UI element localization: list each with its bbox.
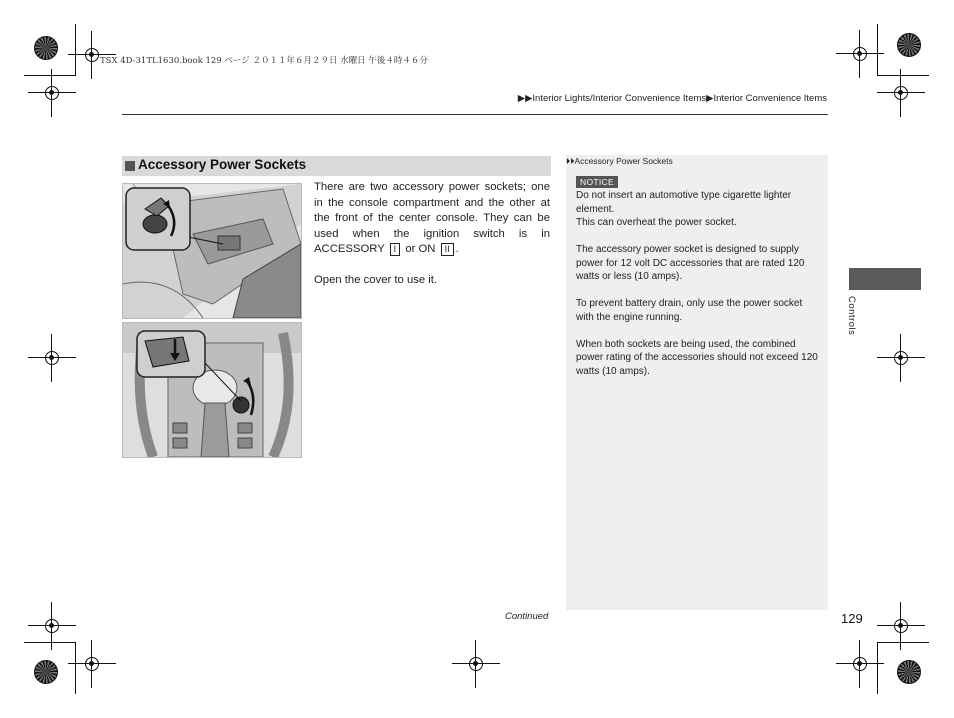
console-compartment-illustration — [122, 183, 302, 319]
crosshair-mark-icon — [848, 42, 872, 66]
crosshair-mark-icon — [889, 81, 913, 105]
reference-text — [576, 189, 821, 378]
breadcrumb-separator-icon: ▶ — [706, 93, 714, 104]
crop-mark — [877, 642, 878, 694]
header-divider — [122, 114, 828, 115]
accessory-key-symbol: I — [390, 243, 401, 256]
reference-heading: ⏵⏵Accessory Power Sockets — [566, 156, 673, 166]
console-compartment-drawing — [123, 184, 301, 318]
center-console-drawing — [123, 323, 301, 457]
crosshair-mark-icon — [40, 614, 64, 638]
reference-paragraph-3: When both sockets are being used, the combined power rating of the accessories should not exceed 120 watts (10 amps). — [576, 338, 818, 377]
crop-mark — [75, 642, 76, 694]
crosshair-mark-icon — [889, 346, 913, 370]
chapter-tab-label: Controls — [846, 296, 857, 336]
reference-paragraph-1: The accessory power socket is designed to supply power for 12 volt DC accessories that are rated 120 watts or less (10 amps). — [576, 244, 805, 282]
crosshair-mark-icon — [464, 652, 488, 676]
reference-paragraph-2: To prevent battery drain, only use the power socket with the engine running. — [576, 298, 803, 323]
breadcrumb — [518, 93, 827, 104]
crop-mark — [75, 24, 76, 76]
chapter-tab — [849, 268, 921, 290]
crosshair-mark-icon — [40, 346, 64, 370]
notice-badge: NOTICE — [576, 176, 618, 188]
crosshair-mark-icon — [80, 652, 104, 676]
registration-mark-icon — [34, 36, 58, 60]
crosshair-mark-icon — [889, 614, 913, 638]
crosshair-mark-icon — [40, 81, 64, 105]
body-paragraph-2: Open the cover to use it. — [314, 273, 438, 286]
on-key-symbol: II — [441, 243, 454, 256]
crosshair-mark-icon — [848, 652, 872, 676]
center-console-illustration — [122, 322, 302, 458]
crop-mark — [877, 642, 929, 643]
breadcrumb-part2: Interior Convenience Items — [713, 93, 827, 104]
registration-mark-icon — [897, 660, 921, 684]
body-paragraph-1: There are two accessory power sockets; one in the console compartment and the other at the front of the center console. They can be used when the ignition switch is in ACCESSORY I or ON II . — [314, 181, 550, 255]
section-heading — [122, 156, 551, 176]
breadcrumb-arrows-icon: ▶▶ — [517, 93, 533, 104]
notice-line-2: This can overheat the power socket. — [576, 217, 737, 228]
notice-line-1: Do not insert an automotive type cigarette lighter element. — [576, 190, 792, 215]
registration-mark-icon — [897, 33, 921, 57]
continued-label: Continued — [505, 611, 549, 622]
registration-mark-icon — [34, 660, 58, 684]
reference-arrow-icon: ⏵⏵ — [566, 156, 575, 166]
book-info: TSX 4D-31TL1630.book 129 ページ ２０１１年６月２９日 水曜日 午後４時４６分 — [100, 56, 428, 66]
breadcrumb-part1: Interior Lights/Interior Convenience Items — [532, 93, 707, 104]
reference-panel — [566, 155, 828, 610]
section-title: Accessory Power Sockets — [138, 157, 307, 172]
page-number: 129 — [841, 611, 863, 626]
section-square-icon — [125, 161, 135, 171]
crop-mark — [877, 24, 878, 76]
crop-mark — [877, 75, 929, 76]
body-text — [314, 180, 550, 288]
crop-mark — [24, 75, 76, 76]
crop-mark — [24, 642, 76, 643]
